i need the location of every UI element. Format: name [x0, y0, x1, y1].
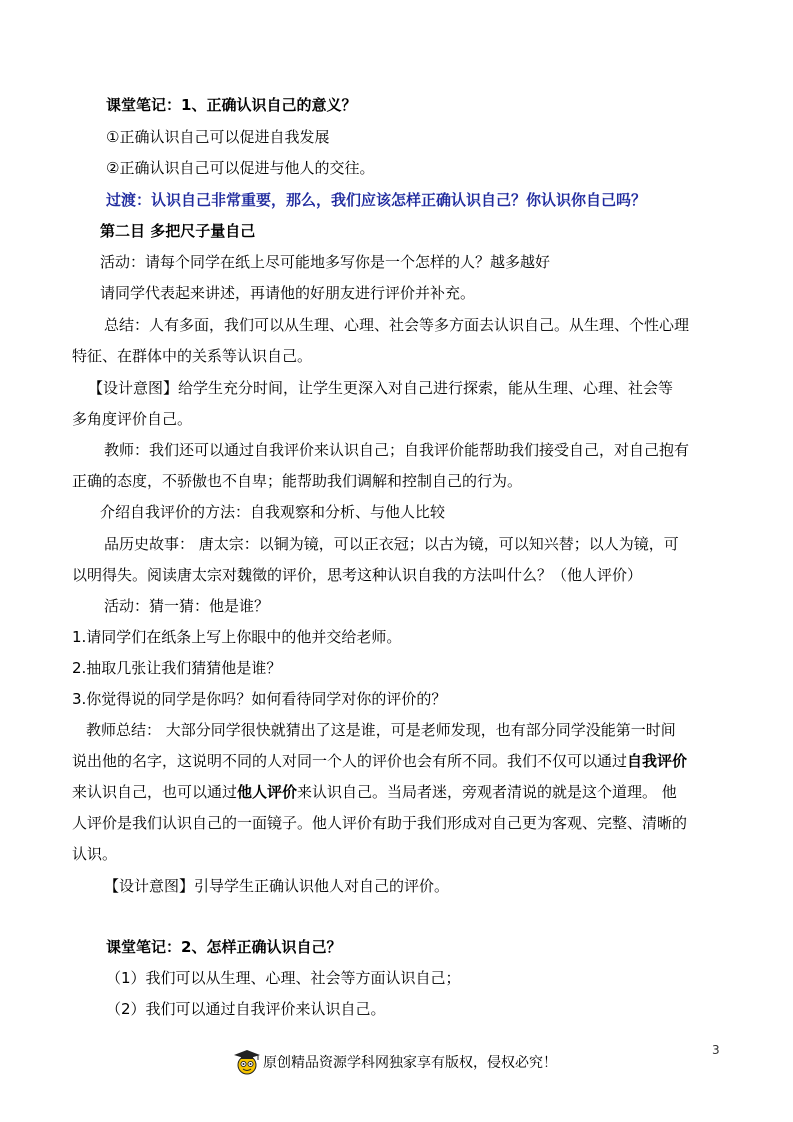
teacher2-line-4: 人评价是我们认识自己的一面镜子。他人评价有助于我们形成对自己更为客观、完整、清晰的 — [72, 814, 688, 832]
activity1-line: 活动：请每个同学在纸上尽可能地多写你是一个怎样的人？越多越好 — [100, 253, 551, 271]
teacher2-line-5: 认识。 — [72, 845, 118, 863]
step-3: 3.你觉得说的同学是你吗？如何看待同学对你的评价的？ — [72, 690, 447, 708]
note1-item-2: ②正确认识自己可以促进与他人的交往。 — [106, 159, 375, 177]
story-line-2: 以明得失。阅读唐太宗对魏徵的评价，思考这种认识自我的方法叫什么？（他人评价） — [72, 566, 643, 584]
design1-line-1: 【设计意图】给学生充分时间，让学生更深入对自己进行探索，能从生理、心理、社会等 — [88, 379, 674, 397]
footer-text: 原创精品资源学科网独家享有版权，侵权必究！ — [263, 1055, 557, 1071]
step-2: 2.抽取几张让我们猜猜他是谁？ — [72, 659, 282, 677]
graduate-cap-smiley-icon — [233, 1048, 261, 1076]
teacher1-line-2: 正确的态度，不骄傲也不自卑；能帮助我们调解和控制自己的行为。 — [72, 472, 523, 490]
request-line: 请同学代表起来讲述，再请他的好朋友进行评价并补充。 — [100, 284, 476, 302]
summary-line-1: 总结：人有多面，我们可以从生理、心理、社会等多方面去认识自己。从生理、个性心理 — [104, 316, 690, 334]
design1-line-2: 多角度评价自己。 — [72, 410, 193, 428]
teacher1-line-1: 教师：我们还可以通过自我评价来认识自己；自我评价能帮助我们接受自己，对自己抱有 — [104, 441, 690, 459]
note2-item-1: （1）我们可以从生理、心理、社会等方面认识自己； — [106, 969, 461, 987]
transition-line: 过渡：认识自己非常重要，那么，我们应该怎样正确认识自己？你认识你自己吗？ — [106, 191, 647, 209]
teacher2-line-1: 教师总结： 大部分同学很快就猜出了这是谁，可是老师发现，也有部分同学没能第一时间 — [86, 721, 676, 739]
teacher2-line-3-text-b: 来认识自己。当局者迷，旁观者清说的就是这个道理。 他 — [297, 783, 677, 801]
design2-line: 【设计意图】引导学生正确认识他人对自己的评价。 — [104, 877, 450, 895]
section2-title: 第二目 多把尺子量自己 — [100, 222, 256, 240]
other-evaluation-term: 他人评价 — [237, 783, 298, 801]
footer-copyright — [233, 1047, 557, 1077]
note2-title: 课堂笔记：2、怎样正确认识自己？ — [106, 938, 342, 956]
teacher2-line-2-text: 说出他的名字，这说明不同的人对同一个人的评价也会有所不同。我们不仅可以通过 — [72, 752, 628, 770]
teacher2-line-3-text-a: 来认识自己，也可以通过 — [72, 783, 238, 801]
note2-item-2: （2）我们可以通过自我评价来认识自己。 — [106, 1000, 386, 1018]
summary-line-2: 特征、在群体中的关系等认识自己。 — [72, 347, 313, 365]
activity2-line: 活动：猜一猜：他是谁？ — [104, 597, 270, 615]
note1-item-1: ①正确认识自己可以促进自我发展 — [106, 128, 330, 146]
self-evaluation-term: 自我评价 — [627, 752, 688, 770]
teacher2-line-2 — [72, 751, 793, 771]
method-line: 介绍自我评价的方法：自我观察和分析、与他人比较 — [100, 503, 446, 521]
note1-title: 课堂笔记：1、正确认识自己的意义？ — [106, 96, 357, 114]
page-number: 3 — [712, 1043, 720, 1057]
step-1: 1.请同学们在纸条上写上你眼中的他并交给老师。 — [72, 628, 402, 646]
story-line-1: 品历史故事： 唐太宗：以铜为镜，可以正衣冠；以古为镜，可以知兴替；以人为镜，可 — [104, 535, 679, 553]
teacher2-line-3 — [72, 782, 793, 802]
